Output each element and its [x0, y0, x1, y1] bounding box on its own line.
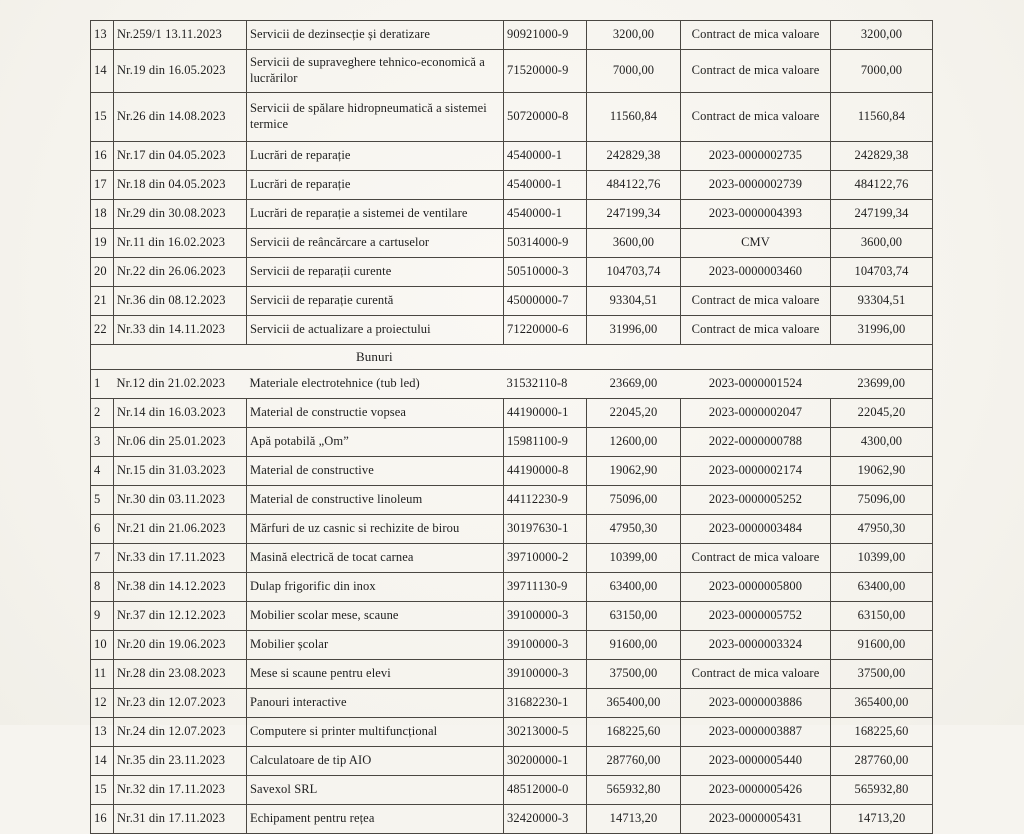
- cell-amount-final: 104703,74: [831, 258, 933, 287]
- cell-row-number: 12: [91, 689, 114, 718]
- cell-amount: 3200,00: [587, 21, 681, 50]
- cell-amount-final: 7000,00: [831, 50, 933, 93]
- cell-description: Savexol SRL: [247, 776, 504, 805]
- cell-contract-number: Nr.12 din 21.02.2023: [114, 370, 247, 399]
- cell-row-number: 6: [91, 515, 114, 544]
- cell-description: Servicii de reparație curentă: [247, 287, 504, 316]
- cell-cpv-code: 48512000-0: [504, 776, 587, 805]
- cell-registration: Contract de mica valoare: [681, 50, 831, 93]
- cell-amount: 565932,80: [587, 776, 681, 805]
- cell-contract-number: Nr.35 din 23.11.2023: [114, 747, 247, 776]
- table-row: [91, 171, 933, 200]
- cell-amount-final: 365400,00: [831, 689, 933, 718]
- cell-description: Echipament pentru rețea: [247, 805, 504, 834]
- cell-description: Mobilier școlar: [247, 631, 504, 660]
- table-row: [91, 399, 933, 428]
- cell-row-number: 20: [91, 258, 114, 287]
- cell-description: Mărfuri de uz casnic si rechizite de birou: [247, 515, 504, 544]
- table-row: [91, 631, 933, 660]
- cell-description: Dulap frigorific din inox: [247, 573, 504, 602]
- table-row: [91, 544, 933, 573]
- table-row: [91, 602, 933, 631]
- cell-amount-final: 19062,90: [831, 457, 933, 486]
- cell-cpv-code: 32420000-3: [504, 805, 587, 834]
- table-row: [91, 93, 933, 142]
- cell-amount: 11560,84: [587, 93, 681, 142]
- cell-description: Servicii de supraveghere tehnico-economică a lucrărilor: [247, 50, 504, 93]
- cell-amount: 365400,00: [587, 689, 681, 718]
- cell-cpv-code: 31682230-1: [504, 689, 587, 718]
- cell-contract-number: Nr.14 din 16.03.2023: [114, 399, 247, 428]
- cell-contract-number: Nr.19 din 16.05.2023: [114, 50, 247, 93]
- cell-amount-final: 22045,20: [831, 399, 933, 428]
- cell-amount: 19062,90: [587, 457, 681, 486]
- cell-description: Lucrări de reparație a sistemei de ventilare: [247, 200, 504, 229]
- cell-cpv-code: 4540000-1: [504, 171, 587, 200]
- table-row: [91, 573, 933, 602]
- cell-amount: 7000,00: [587, 50, 681, 93]
- cell-contract-number: Nr.22 din 26.06.2023: [114, 258, 247, 287]
- cell-registration: Contract de mica valoare: [681, 660, 831, 689]
- cell-description: Mobilier scolar mese, scaune: [247, 602, 504, 631]
- cell-cpv-code: 50720000-8: [504, 93, 587, 142]
- cell-contract-number: Nr.37 din 12.12.2023: [114, 602, 247, 631]
- cell-amount-final: 91600,00: [831, 631, 933, 660]
- cell-amount-final: 75096,00: [831, 486, 933, 515]
- cell-registration: 2023-0000004393: [681, 200, 831, 229]
- cell-amount: 3600,00: [587, 229, 681, 258]
- cell-description: Servicii de dezinsecție și deratizare: [247, 21, 504, 50]
- cell-description: Material de constructive linoleum: [247, 486, 504, 515]
- cell-amount: 23669,00: [587, 370, 681, 399]
- table-row: [91, 316, 933, 345]
- cell-contract-number: Nr.17 din 04.05.2023: [114, 142, 247, 171]
- cell-description: Computere si printer multifuncțional: [247, 718, 504, 747]
- cell-cpv-code: 50314000-9: [504, 229, 587, 258]
- cell-amount-final: 168225,60: [831, 718, 933, 747]
- cell-cpv-code: 15981100-9: [504, 428, 587, 457]
- cell-amount: 93304,51: [587, 287, 681, 316]
- cell-cpv-code: 39100000-3: [504, 631, 587, 660]
- cell-cpv-code: 30200000-1: [504, 747, 587, 776]
- cell-registration: 2023-0000003460: [681, 258, 831, 287]
- cell-description: Mese si scaune pentru elevi: [247, 660, 504, 689]
- cell-row-number: 3: [91, 428, 114, 457]
- table-row: [91, 486, 933, 515]
- cell-amount-final: 10399,00: [831, 544, 933, 573]
- cell-contract-number: Nr.32 din 17.11.2023: [114, 776, 247, 805]
- cell-row-number: 17: [91, 171, 114, 200]
- cell-registration: 2023-0000001524: [681, 370, 831, 399]
- cell-contract-number: Nr.18 din 04.05.2023: [114, 171, 247, 200]
- cell-cpv-code: 50510000-3: [504, 258, 587, 287]
- cell-contract-number: Nr.33 din 14.11.2023: [114, 316, 247, 345]
- cell-registration: 2023-0000003886: [681, 689, 831, 718]
- table-row: [91, 515, 933, 544]
- cell-registration: 2023-0000005431: [681, 805, 831, 834]
- cell-amount-final: 93304,51: [831, 287, 933, 316]
- cell-row-number: 22: [91, 316, 114, 345]
- cell-amount: 10399,00: [587, 544, 681, 573]
- cell-row-number: 14: [91, 747, 114, 776]
- cell-amount-final: 3200,00: [831, 21, 933, 50]
- cell-contract-number: Nr.38 din 14.12.2023: [114, 573, 247, 602]
- cell-registration: Contract de mica valoare: [681, 287, 831, 316]
- cell-contract-number: Nr.23 din 12.07.2023: [114, 689, 247, 718]
- cell-amount: 242829,38: [587, 142, 681, 171]
- cell-amount: 75096,00: [587, 486, 681, 515]
- cell-cpv-code: 39100000-3: [504, 602, 587, 631]
- cell-amount: 247199,34: [587, 200, 681, 229]
- cell-amount-final: 565932,80: [831, 776, 933, 805]
- table-row: [91, 200, 933, 229]
- cell-amount: 91600,00: [587, 631, 681, 660]
- table-row: [91, 21, 933, 50]
- cell-registration: 2023-0000005426: [681, 776, 831, 805]
- cell-amount-final: 247199,34: [831, 200, 933, 229]
- cell-amount: 22045,20: [587, 399, 681, 428]
- cell-row-number: 1: [91, 370, 114, 399]
- cell-cpv-code: 4540000-1: [504, 200, 587, 229]
- cell-amount: 31996,00: [587, 316, 681, 345]
- table-row: [91, 370, 933, 399]
- cell-row-number: 7: [91, 544, 114, 573]
- cell-row-number: 10: [91, 631, 114, 660]
- cell-registration: 2023-0000005752: [681, 602, 831, 631]
- cell-registration: Contract de mica valoare: [681, 316, 831, 345]
- cell-cpv-code: 30197630-1: [504, 515, 587, 544]
- cell-cpv-code: 4540000-1: [504, 142, 587, 171]
- cell-amount-final: 47950,30: [831, 515, 933, 544]
- table-row: [91, 776, 933, 805]
- cell-registration: 2023-0000005440: [681, 747, 831, 776]
- cell-row-number: 18: [91, 200, 114, 229]
- cell-description: Masină electrică de tocat carnea: [247, 544, 504, 573]
- cell-amount-final: 31996,00: [831, 316, 933, 345]
- cell-cpv-code: 44190000-1: [504, 399, 587, 428]
- table-row: [91, 718, 933, 747]
- cell-amount: 63150,00: [587, 602, 681, 631]
- cell-row-number: 8: [91, 573, 114, 602]
- cell-cpv-code: 39100000-3: [504, 660, 587, 689]
- cell-amount-final: 37500,00: [831, 660, 933, 689]
- cell-amount: 47950,30: [587, 515, 681, 544]
- cell-contract-number: Nr.259/1 13.11.2023: [114, 21, 247, 50]
- cell-description: Servicii de reparații curente: [247, 258, 504, 287]
- table-row: [91, 50, 933, 93]
- cell-description: Panouri interactive: [247, 689, 504, 718]
- cell-row-number: 15: [91, 776, 114, 805]
- cell-registration: 2023-0000003484: [681, 515, 831, 544]
- cell-cpv-code: 44190000-8: [504, 457, 587, 486]
- cell-row-number: 19: [91, 229, 114, 258]
- cell-registration: 2023-0000002739: [681, 171, 831, 200]
- cell-row-number: 5: [91, 486, 114, 515]
- cell-contract-number: Nr.21 din 21.06.2023: [114, 515, 247, 544]
- section-divider-row: [91, 345, 933, 370]
- cell-description: Servicii de actualizare a proiectului: [247, 316, 504, 345]
- cell-cpv-code: 39711130-9: [504, 573, 587, 602]
- cell-cpv-code: 44112230-9: [504, 486, 587, 515]
- cell-cpv-code: 39710000-2: [504, 544, 587, 573]
- cell-registration: 2023-0000002174: [681, 457, 831, 486]
- cell-registration: 2022-0000000788: [681, 428, 831, 457]
- cell-registration: 2023-0000003324: [681, 631, 831, 660]
- cell-registration: 2023-0000005800: [681, 573, 831, 602]
- cell-registration: 2023-0000005252: [681, 486, 831, 515]
- cell-registration: 2023-0000002735: [681, 142, 831, 171]
- cell-contract-number: Nr.26 din 14.08.2023: [114, 93, 247, 142]
- table-body-goods: [91, 345, 933, 834]
- table-row: [91, 428, 933, 457]
- table-row: [91, 287, 933, 316]
- cell-registration: CMV: [681, 229, 831, 258]
- cell-row-number: 13: [91, 21, 114, 50]
- cell-registration: 2023-0000003887: [681, 718, 831, 747]
- table-row: [91, 457, 933, 486]
- cell-row-number: 16: [91, 805, 114, 834]
- cell-contract-number: Nr.11 din 16.02.2023: [114, 229, 247, 258]
- cell-contract-number: Nr.29 din 30.08.2023: [114, 200, 247, 229]
- cell-amount-final: 23699,00: [831, 370, 933, 399]
- cell-contract-number: Nr.15 din 31.03.2023: [114, 457, 247, 486]
- cell-row-number: 9: [91, 602, 114, 631]
- cell-registration: Contract de mica valoare: [681, 93, 831, 142]
- section-header: Bunuri: [91, 345, 933, 370]
- cell-row-number: 2: [91, 399, 114, 428]
- table-row: [91, 689, 933, 718]
- cell-row-number: 16: [91, 142, 114, 171]
- procurement-table: [90, 20, 933, 834]
- cell-amount: 287760,00: [587, 747, 681, 776]
- cell-row-number: 11: [91, 660, 114, 689]
- cell-contract-number: Nr.36 din 08.12.2023: [114, 287, 247, 316]
- cell-amount: 104703,74: [587, 258, 681, 287]
- cell-amount: 14713,20: [587, 805, 681, 834]
- table-row: [91, 805, 933, 834]
- cell-row-number: 15: [91, 93, 114, 142]
- cell-description: Servicii de reâncărcare a cartuselor: [247, 229, 504, 258]
- cell-amount: 63400,00: [587, 573, 681, 602]
- cell-amount-final: 4300,00: [831, 428, 933, 457]
- table-row: [91, 229, 933, 258]
- cell-registration: Contract de mica valoare: [681, 544, 831, 573]
- cell-row-number: 4: [91, 457, 114, 486]
- cell-contract-number: Nr.31 din 17.11.2023: [114, 805, 247, 834]
- cell-cpv-code: 71520000-9: [504, 50, 587, 93]
- cell-amount-final: 63150,00: [831, 602, 933, 631]
- table-row: [91, 258, 933, 287]
- cell-description: Materiale electrotehnice (tub led): [247, 370, 504, 399]
- cell-amount-final: 14713,20: [831, 805, 933, 834]
- cell-row-number: 13: [91, 718, 114, 747]
- table-row: [91, 747, 933, 776]
- cell-amount-final: 242829,38: [831, 142, 933, 171]
- table-body-services: [91, 21, 933, 345]
- cell-amount-final: 287760,00: [831, 747, 933, 776]
- cell-amount-final: 3600,00: [831, 229, 933, 258]
- table-row: [91, 142, 933, 171]
- cell-description: Material de constructie vopsea: [247, 399, 504, 428]
- table-row: [91, 660, 933, 689]
- cell-description: Material de constructive: [247, 457, 504, 486]
- cell-amount-final: 11560,84: [831, 93, 933, 142]
- cell-description: Calculatoare de tip AIO: [247, 747, 504, 776]
- cell-cpv-code: 45000000-7: [504, 287, 587, 316]
- cell-contract-number: Nr.20 din 19.06.2023: [114, 631, 247, 660]
- cell-contract-number: Nr.28 din 23.08.2023: [114, 660, 247, 689]
- cell-cpv-code: 71220000-6: [504, 316, 587, 345]
- cell-cpv-code: 31532110-8: [504, 370, 587, 399]
- cell-amount: 168225,60: [587, 718, 681, 747]
- cell-description: Apă potabilă „Om”: [247, 428, 504, 457]
- cell-description: Servicii de spălare hidropneumatică a sistemei termice: [247, 93, 504, 142]
- cell-amount-final: 484122,76: [831, 171, 933, 200]
- cell-amount-final: 63400,00: [831, 573, 933, 602]
- cell-contract-number: Nr.24 din 12.07.2023: [114, 718, 247, 747]
- cell-registration: 2023-0000002047: [681, 399, 831, 428]
- cell-row-number: 14: [91, 50, 114, 93]
- cell-cpv-code: 30213000-5: [504, 718, 587, 747]
- cell-amount: 37500,00: [587, 660, 681, 689]
- cell-cpv-code: 90921000-9: [504, 21, 587, 50]
- cell-registration: Contract de mica valoare: [681, 21, 831, 50]
- cell-amount: 12600,00: [587, 428, 681, 457]
- cell-description: Lucrări de reparație: [247, 142, 504, 171]
- cell-amount: 484122,76: [587, 171, 681, 200]
- cell-row-number: 21: [91, 287, 114, 316]
- cell-contract-number: Nr.06 din 25.01.2023: [114, 428, 247, 457]
- cell-contract-number: Nr.33 din 17.11.2023: [114, 544, 247, 573]
- cell-description: Lucrări de reparație: [247, 171, 504, 200]
- cell-contract-number: Nr.30 din 03.11.2023: [114, 486, 247, 515]
